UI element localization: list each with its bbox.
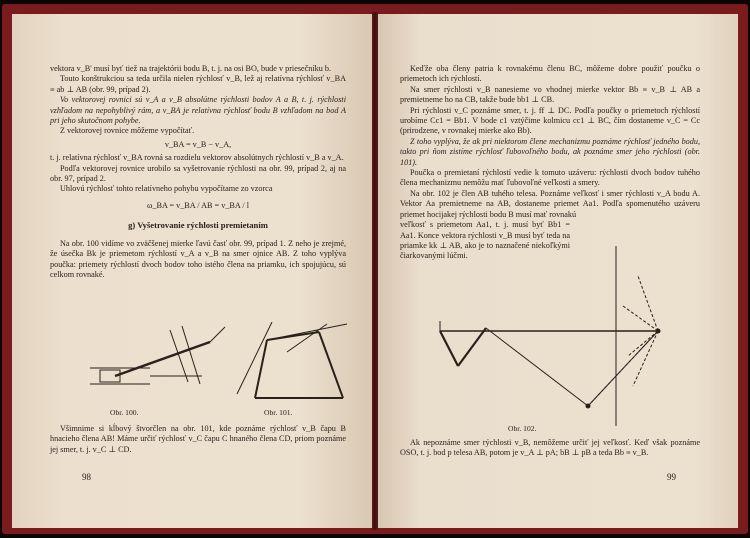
paragraph: Pri rýchlosti v_C poznáme smer, t. j. ff ⊥ DC. Podľa poučky o priemetoch rýchlostí urobíme Cc1 = Bb1. V bode c1 vztýčime kolmicu cc1 ⊥ BC, čím dostaneme v_C = Cc (prirodzene, v rovnakej mierke ako Bb).	[400, 105, 700, 136]
left-page	[12, 14, 372, 528]
right-page	[378, 14, 738, 528]
equation: ω_BA = v_BA / AB = v_BA / l	[147, 200, 249, 210]
fig-102-caption: Obr. 102.	[508, 424, 537, 433]
paragraph: Vo vektorovej rovnici sú v_A a v_B absolútne rýchlosti bodov A a B, t. j. rýchlosti vzhľadom na nepohyblivý rám, a v_BA je relatívna rýchlosť bodu B vzhľadom na bod A pri jeho skutočnom pohybe.	[50, 95, 346, 126]
paragraph: Touto konštrukciou sa teda určila nielen rýchlosť v_B, lež aj relatívna rýchlosť v_BA ≡ ab ⊥ AB (obr. 99, prípad 2).	[50, 74, 346, 94]
wrapped-paragraph: veľkosť s priemetom Aa1, t. j. musí byť Bb1 = Aa1. Konce vektora rýchlosti v_B musí byť teda na priamke kk ⊥ AB, ako je to naznačené niekoľkými čiarkovanými lúčmi.	[400, 220, 570, 261]
paragraph: Uhlovú rýchlosť tohto relatívneho pohybu vypočítame zo vzorca	[60, 184, 273, 194]
figure-101	[227, 322, 357, 404]
paragraph: Všimnime si kĺbový štvorčlen na obr. 101, kde poznáme rýchlosť v_B čapu B hnacieho člena AB! Máme určiť rýchlosť v_C čapu C hnaného člena CD, priom poznáme jej smer, t. j. v_C ⊥ CD.	[50, 424, 346, 454]
paragraph: Z toho vyplýva, že ak pri niektorom člene mechanizmu poznáme rýchlosť jedného bodu, takto pri ňom zistíme rýchlosť ľubovoľného bodu, ak poznáme smer jeho rýchlosti (obr. 101).	[400, 136, 700, 167]
paragraph: Ak nepoznáme smer rýchlosti v_B, nemôžeme určiť jej veľkosť. Keď však poznáme OSO, t. j. bod p telesa AB, potom je v_A ⊥ pA; bB ⊥ pB a teda Bb ≡ v_B.	[400, 438, 700, 458]
left-text-column	[50, 64, 346, 280]
figure-100	[90, 322, 230, 402]
paragraph: Keďže oba členy patria k rovnakému členu BC, môžeme dobre použiť poučku o priemetoch ich rýchlostí.	[400, 64, 700, 84]
section-heading: g) Vyšetrovanie rýchlosti premietaním	[128, 220, 268, 231]
right-text-column	[400, 64, 700, 262]
paragraph: Poučka o premietaní rýchlostí vedie k tomuto uzáveru: rýchlosti dvoch bodov tuhého člena mechanizmu nemôžu mať ľubovoľné veľkosti a smery.	[400, 168, 700, 188]
paragraph: vektora v_B' musí byť tiež na trajektórii bodu B, t. j. na osi BO, bude v priesečníku b.	[50, 64, 332, 73]
paragraph: t. j. relatívna rýchlosť v_BA rovná sa rozdielu vektorov absolútnych rýchlostí v_B a v_A.	[50, 153, 344, 163]
equation: v_BA = v_B − v_A,	[164, 139, 232, 149]
paragraph: Na obr. 100 vidíme vo zväčšenej mierke ľavú časť obr. 99, prípad 1. Z neho je zrejmé, že úsečka Bk je priemetom rýchlostí v_A a v_B na smer ojnice AB. Z toho vyplýva poučka: priemety rýchlostí dvoch bodov toho istého člena na priamku, ich spojujúcu, sú celkom rovnaké.	[50, 238, 346, 279]
right-bottom-text	[400, 438, 700, 459]
paragraph: Z vektorovej rovnice môžeme vypočítať.	[60, 126, 195, 136]
page-number: 99	[667, 472, 676, 482]
paragraph: Podľa vektorovej rovnice urobilo sa vyšetrovanie rýchlosti na obr. 99, prípad 2, aj na obr. 97, prípad 2.	[50, 163, 346, 184]
left-bottom-text	[50, 424, 346, 455]
fig-101-caption: Obr. 101.	[264, 408, 293, 417]
paragraph: Na smer rýchlosti v_B nanesieme vo vhodnej mierke vektor Bb ≡ v_B ⊥ AB a premietneme ho na CB, takže bude bb1 ⊥ CB.	[400, 84, 700, 105]
paragraph: Na obr. 102 je člen AB tuhého telesa. Poznáme veľkosť i smer rýchlosti v_A bodu A. Vektor Aa premietneme na AB, dostaneme priemet Aa1. Podľa spomenutého uzáveru priemet hocijakej rýchlosti bodu B musí mať rovnakú	[400, 188, 700, 219]
fig-100-caption: Obr. 100.	[110, 408, 139, 417]
page-number: 98	[82, 472, 91, 482]
figure-102	[428, 246, 678, 426]
